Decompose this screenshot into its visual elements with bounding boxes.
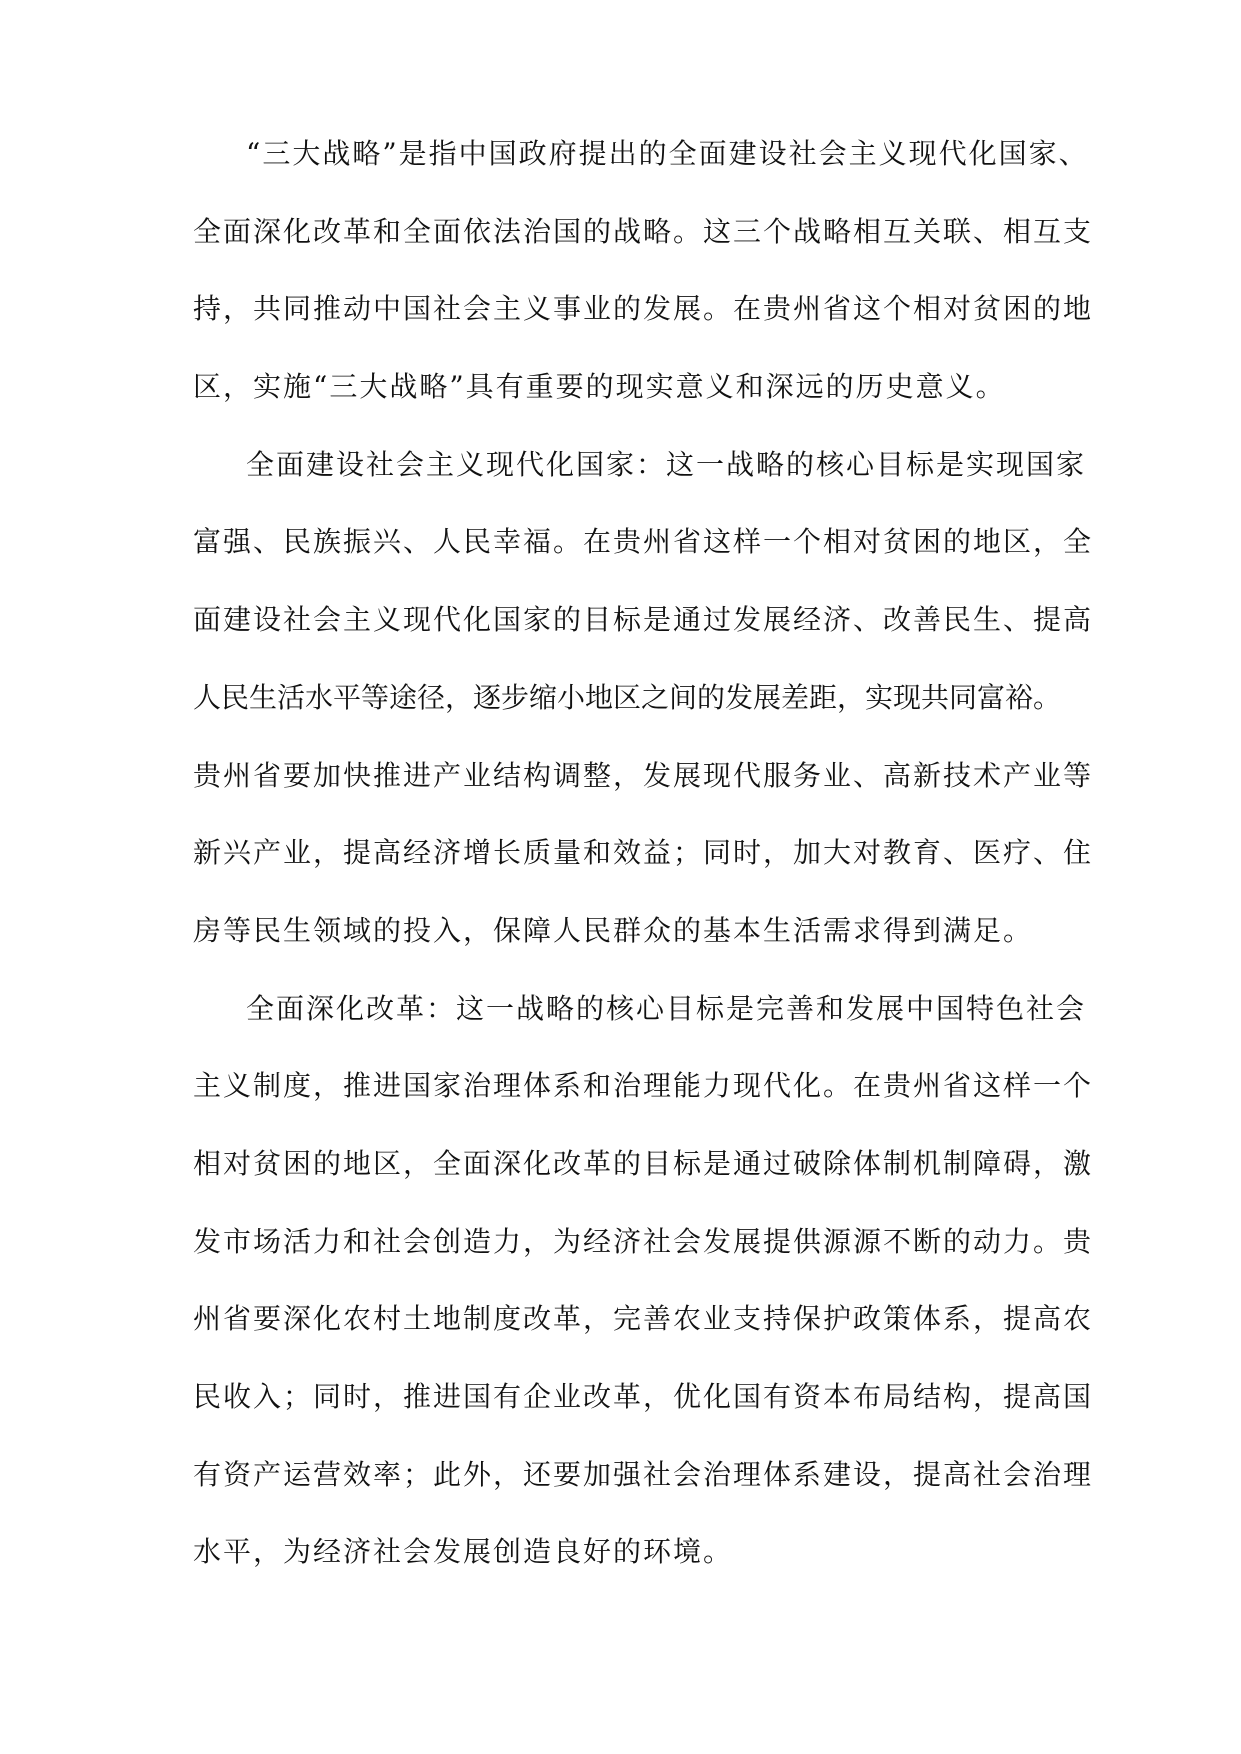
paragraph-line: 全面深化改革和全面依法治国的战略。这三个战略相互关联、相互支 bbox=[193, 214, 1094, 248]
paragraph-line: 主义制度，推进国家治理体系和治理能力现代化。在贵州省这样一个 bbox=[193, 1069, 1094, 1103]
paragraph-line: 区，实施“三大战略”具有重要的现实意义和深远的历史意义。 bbox=[193, 370, 1006, 404]
paragraph-line: 有资产运营效率；此外，还要加强社会治理体系建设，提高社会治理 bbox=[193, 1457, 1094, 1491]
paragraph-reform bbox=[193, 989, 1094, 1573]
paragraph-line: 水平，为经济社会发展创造良好的环境。 bbox=[193, 1535, 734, 1569]
paragraph-line: 州省要深化农村土地制度改革，完善农业支持保护政策体系，提高农 bbox=[193, 1302, 1094, 1336]
paragraph-line: 全面深化改革：这一战略的核心目标是完善和发展中国特色社会 bbox=[246, 991, 1087, 1025]
paragraph-line: 持，共同推动中国社会主义事业的发展。在贵州省这个相对贫困的地 bbox=[193, 292, 1094, 326]
paragraph-line: “三大战略”是指中国政府提出的全面建设社会主义现代化国家、 bbox=[246, 137, 1089, 170]
paragraph-line: 贵州省要加快推进产业结构调整，发展现代服务业、高新技术产业等 bbox=[193, 758, 1094, 792]
paragraph-intro bbox=[193, 134, 1094, 407]
paragraph-line: 相对贫困的地区，全面深化改革的目标是通过破除体制机制障碍，激 bbox=[193, 1146, 1094, 1180]
paragraph-line: 民收入；同时，推进国有企业改革，优化国有资本布局结构，提高国 bbox=[193, 1380, 1094, 1413]
paragraph-line: 发市场活力和社会创造力，为经济社会发展提供源源不断的动力。贵 bbox=[193, 1224, 1094, 1258]
paragraph-line: 面建设社会主义现代化国家的目标是通过发展经济、改善民生、提高 bbox=[193, 603, 1094, 637]
paragraph-line: 人民生活水平等途径，逐步缩小地区之间的发展差距，实现共同富裕。 bbox=[193, 680, 1062, 714]
document-body bbox=[193, 134, 1094, 1610]
paragraph-line: 房等民生领域的投入，保障人民群众的基本生活需求得到满足。 bbox=[193, 913, 1034, 947]
paragraph-line: 全面建设社会主义现代化国家：这一战略的核心目标是实现国家 bbox=[246, 447, 1087, 481]
paragraph-line: 新兴产业，提高经济增长质量和效益；同时，加大对教育、医疗、住 bbox=[193, 836, 1094, 870]
paragraph-line: 富强、民族振兴、人民幸福。在贵州省这样一个相对贫困的地区，全 bbox=[193, 525, 1094, 559]
paragraph-modernization bbox=[193, 445, 1094, 951]
